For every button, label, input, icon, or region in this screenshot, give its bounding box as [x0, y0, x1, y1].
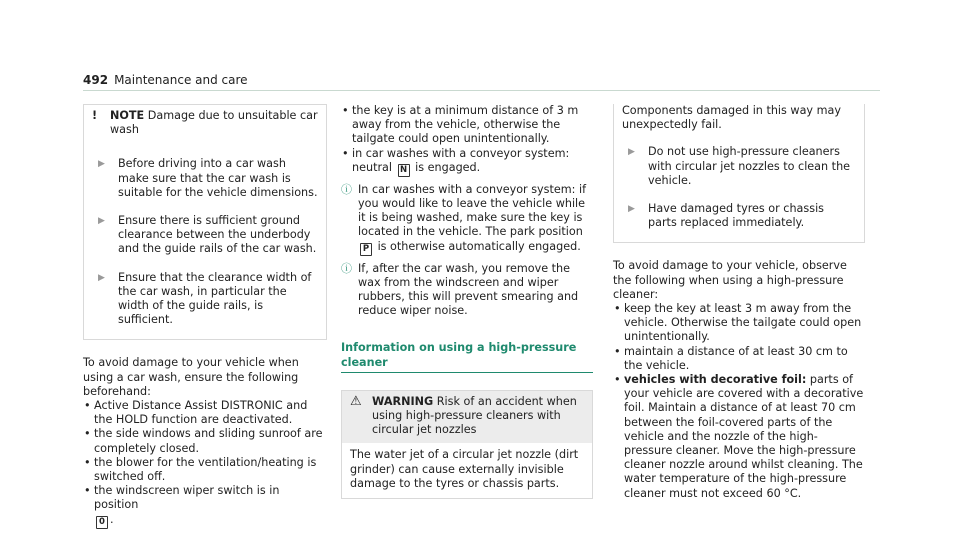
instruction-step	[84, 157, 326, 200]
list-item-text: the windscreen wiper switch is in position	[94, 484, 280, 512]
neutral-key: N	[398, 164, 410, 177]
info-icon: ⓘ	[341, 182, 352, 196]
step-text: Before driving into a car wash make sure that the car wash is suitable for the vehicle dimensions.	[118, 157, 318, 199]
info-note-part: In car washes with a conveyor system: if you would like to leave the vehicle while it is being washed, make sure the key is located in the vehicle. The park position	[358, 182, 587, 239]
column-middle	[341, 104, 593, 499]
step-arrow-icon: ▶	[628, 204, 635, 215]
list-item: • the key is at a minimum distance of 3 m away from the vehicle, otherwise the tailgate could open unintentionally.	[341, 104, 593, 147]
info-note	[341, 183, 593, 256]
step-arrow-icon: ▶	[628, 147, 635, 158]
warning-body: The water jet of a circular jet nozzle (dirt grinder) can cause externally invisible damage to the tyres or chassis parts.	[350, 448, 579, 490]
warning-box-continued	[613, 104, 865, 243]
section-title: Maintenance and care	[114, 73, 248, 87]
list-item-text: in car washes with a conveyor system: neutral	[352, 146, 570, 174]
list-item-end: is engaged.	[415, 160, 481, 174]
list-item: • the side windows and sliding sunroof are completely closed.	[83, 427, 327, 455]
page-header	[83, 73, 880, 88]
header-rule	[83, 90, 880, 91]
note-heading	[110, 109, 318, 137]
step-text: Have damaged tyres or chassis parts replaced immediately.	[648, 202, 825, 230]
list-item: • maintain a distance of at least 30 cm to the vehicle.	[613, 345, 865, 373]
warning-label: WARNING	[372, 394, 434, 408]
info-note-part: is otherwise automatically engaged.	[377, 239, 581, 253]
list-item	[613, 373, 865, 501]
warning-header	[342, 391, 592, 444]
intro-paragraph: To avoid damage to your vehicle when using a car wash, ensure the following beforehand:	[83, 356, 299, 398]
park-key: P	[360, 243, 372, 256]
note-header	[84, 105, 326, 143]
list-item: • the blower for the ventilation/heating is switched off.	[83, 456, 327, 484]
column-left	[83, 104, 327, 529]
list-item-text: parts of your vehicle are covered with a decorative foil. Maintain a distance of at least 70 cm between the foil-covered parts of the vehicle and the nozzle of the high-pressure cleaner. Move the high-pressure cleaner nozzle around whilst cleaning. The water temperature of the high-pressure cleaner must not exceed 60 °C.	[624, 373, 864, 500]
intro-paragraph: To avoid damage to your vehicle, observe the following when using a high-pressure cleaner:	[613, 259, 847, 301]
note-title: Damage due to unsuitable car wash	[110, 109, 318, 137]
step-text: Ensure there is sufficient ground clearance between the underbody and the guide rails of the car wash.	[118, 214, 317, 256]
info-note-text	[358, 183, 593, 256]
list-item-label: vehicles with decorative foil:	[624, 373, 807, 387]
warning-icon: ⚠	[350, 393, 362, 409]
section-heading: Information on using a high-pressure cleaner	[341, 341, 593, 372]
step-arrow-icon: ▶	[98, 272, 105, 283]
exclamation-icon: !	[92, 109, 98, 122]
info-note	[341, 262, 593, 319]
info-icon: ⓘ	[341, 261, 352, 275]
step-text: Do not use high-pressure cleaners with circular jet nozzles to clean the vehicle.	[648, 145, 851, 187]
warning-box	[341, 390, 593, 499]
warning-continued-text: Components damaged in this way may unexpectedly fail.	[622, 104, 841, 132]
instruction-step	[614, 145, 864, 188]
bullet-list	[341, 104, 593, 177]
note-label: NOTE	[110, 109, 145, 122]
bullet-list	[613, 302, 865, 501]
list-item	[83, 484, 327, 528]
warning-title: Risk of an accident when using high-pressure cleaners with circular jet nozzles	[372, 394, 577, 437]
warning-heading	[372, 395, 584, 438]
instruction-step	[84, 271, 326, 328]
note-box	[83, 104, 327, 340]
info-note-text: If, after the car wash, you remove the wax from the windscreen and wiper rubbers, this will prevent smearing and reduce wiper noise.	[358, 261, 579, 318]
step-arrow-icon: ▶	[98, 159, 105, 170]
list-item: • Active Distance Assist DISTRONIC and the HOLD function are deactivated.	[83, 399, 327, 427]
bullet-list	[83, 399, 327, 529]
list-item	[341, 147, 593, 177]
step-text: Ensure that the clearance width of the car wash, in particular the width of the guide rails, is sufficient.	[118, 270, 312, 327]
instruction-step	[614, 202, 864, 230]
instruction-step	[84, 214, 326, 257]
wiper-position-key: 0	[96, 516, 108, 529]
column-right	[613, 104, 865, 501]
list-item-end: .	[110, 512, 114, 526]
step-arrow-icon: ▶	[98, 216, 105, 227]
list-item: • keep the key at least 3 m away from the vehicle. Otherwise the tailgate could open unintentionally.	[613, 302, 865, 345]
page-number: 492	[83, 73, 109, 87]
